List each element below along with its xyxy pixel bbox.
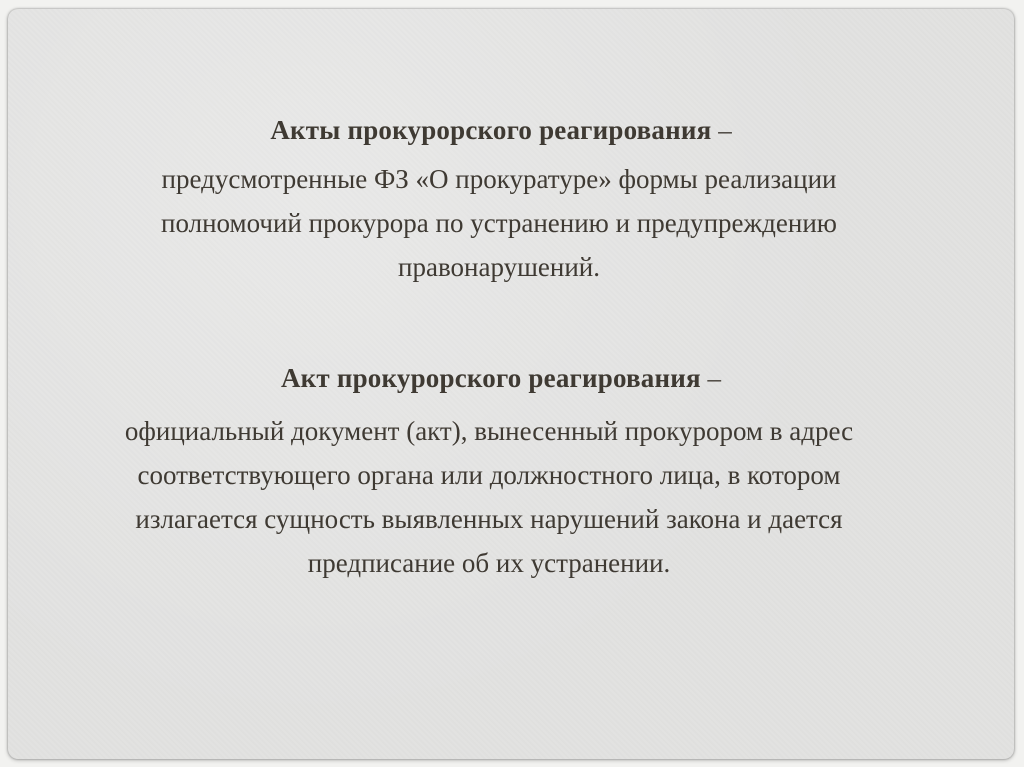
definition-2-term: Акт прокурорского реагирования	[280, 363, 701, 393]
definition-2-line-1: официальный документ (акт), вынесенный прокурором в адрес	[124, 416, 854, 446]
definition-1-line-3: правонарушений.	[398, 252, 600, 282]
definition-2-line-2: соответствующего органа или должностного лица, в котором	[137, 460, 841, 490]
definition-1-line-1: предусмотренные ФЗ «О прокуратуре» формы реализации	[161, 164, 837, 194]
definition-1-term: Акты прокурорского реагирования	[270, 115, 712, 145]
definition-2-line-4: предписание об их устранении.	[307, 548, 671, 578]
definition-2-dash: –	[700, 363, 722, 393]
definition-1-dash: –	[711, 115, 732, 145]
definition-1-heading	[0, 108, 1004, 152]
definition-2-text	[0, 409, 992, 585]
definition-2-heading	[0, 356, 1004, 400]
definition-2-line-3: излагается сущность выявленных нарушений закона и дается	[135, 504, 843, 534]
definition-1-line-2: полномочий прокурора по устранению и предупреждению	[161, 208, 837, 238]
definition-1-text	[0, 157, 1002, 289]
slide	[8, 9, 1014, 759]
